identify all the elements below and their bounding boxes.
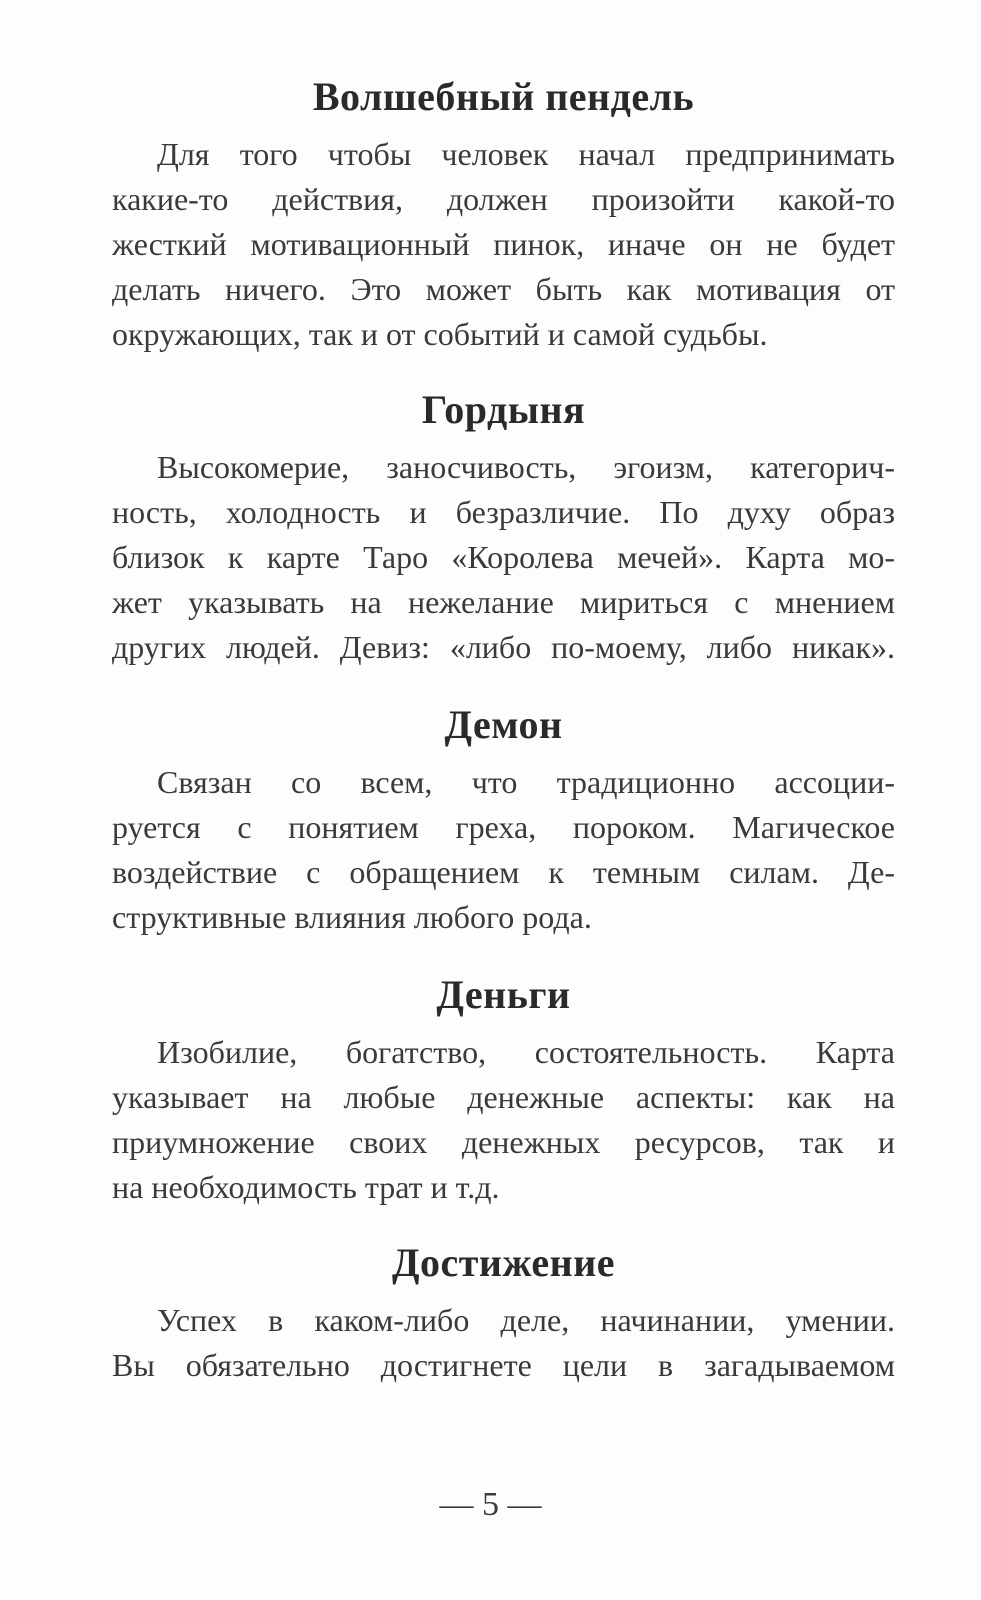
text-line: близок к карте Таро «Королева мечей». Карта мо-: [112, 539, 895, 575]
section-heading: Деньги: [436, 972, 571, 1017]
text-line: Изобилие, богатство, состоятельность. Карта: [157, 1034, 895, 1070]
text-line: Высокомерие, заносчивость, эгоизм, категорич-: [157, 449, 895, 485]
section-demon: [112, 690, 895, 940]
text-line: жет указывать на нежелание мириться с мнением: [112, 584, 895, 620]
text-line: Для того чтобы человек начал предпринимать: [157, 136, 895, 172]
text-line: Связан со всем, что традиционно ассоции-: [157, 764, 895, 800]
text-line: воздействие с обращением к темным силам. Де-: [112, 854, 895, 890]
section-heading: Волшебный пендель: [312, 74, 695, 119]
section-volshebny-pendel: [112, 62, 895, 357]
section-heading: Гордыня: [421, 387, 586, 432]
text-line: приумножение своих денежных ресурсов, так и: [112, 1124, 895, 1160]
section-dostizhenie: [112, 1228, 895, 1388]
page-number: — 5 —: [439, 1486, 542, 1523]
section-gordynya: [112, 375, 895, 670]
text-line: делать ничего. Это может быть как мотивация от: [112, 271, 895, 307]
text-line: Успех в каком-либо деле, начинании, умении.: [157, 1302, 895, 1338]
text-line: руется с понятием греха, пороком. Магическое: [112, 809, 895, 845]
section-dengi: [112, 960, 895, 1210]
text-line: на необходимость трат и т.д.: [112, 1169, 500, 1205]
text-line: ность, холодность и безразличие. По духу образ: [112, 494, 895, 530]
text-line: структивные влияния любого рода.: [112, 899, 592, 935]
section-heading: Демон: [444, 702, 563, 747]
text-line: Вы обязательно достигнете цели в загадываемом: [112, 1347, 895, 1383]
text-line: жесткий мотивационный пинок, иначе он не будет: [112, 226, 895, 262]
text-line: какие-то действия, должен произойти какой-то: [112, 181, 895, 217]
section-heading: Достижение: [391, 1240, 616, 1285]
text-line: указывает на любые денежные аспекты: как на: [112, 1079, 895, 1115]
text-line: других людей. Девиз: «либо по-моему, либо никак».: [112, 629, 895, 665]
text-line: окружающих, так и от событий и самой судьбы.: [112, 316, 768, 352]
